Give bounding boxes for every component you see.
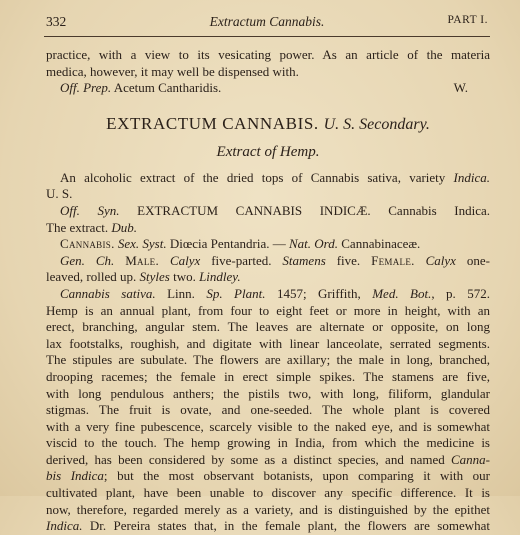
paragraph-line: bis Indica; but the most observant botanists, upon comparing it with our: [46, 468, 490, 484]
species-reference: Cannabis sativa. Linn. Sp. Plant. 1457; Griffith, Med. Bot., p. 572.: [60, 285, 490, 301]
synonym-line-1: Off. Syn. EXTRACTUM CANNABIS INDICÆ. Cannabis Indica.: [60, 202, 490, 218]
running-header: [46, 14, 488, 32]
author-signature: W.: [453, 80, 468, 96]
part-label: PART I.: [447, 14, 488, 26]
carryover-line-2: medica, however, it may well be dispensed with.: [46, 63, 299, 79]
generic-character-line-2: leaved, rolled up. Styles two. Lindley.: [46, 269, 241, 285]
paragraph-line: stigmas. The fruit is ovate, and one-seeded. The whole plant is covered: [46, 402, 490, 418]
generic-character-line-1: Gen. Ch. Male. Calyx five-parted. Stamens five. Female. Calyx one-: [60, 252, 490, 268]
paragraph-line: drooping racemes; the female in erect simple spikes. The stamens are five,: [46, 368, 490, 384]
prep-label: Off. Prep.: [60, 80, 112, 96]
paragraph-line: Indica. Dr. Pereira states that, in the female plant, the flowers are somewhat: [46, 518, 490, 534]
paragraph-line: with long pendulous anthers; the pistils two, with long, filiform, glandular: [46, 385, 490, 401]
synonym-line-2: The extract. Dub.: [46, 219, 137, 235]
paragraph-line: lax footstalks, roughish, and digitate with linear lanceolate, serrated segments.: [46, 335, 490, 351]
paragraph-line: cultivated plant, have been unable to discover any specific difference. It is: [46, 485, 490, 501]
cannabis-classification: Cannabis. Sex. Syst. Diœcia Pentandria. — Nat. Ord. Cannabinaceæ.: [60, 236, 421, 252]
header-rule: [44, 36, 490, 37]
paragraph-line: erect, branching, angular stem. The leaves are alternate or opposite, on long: [46, 319, 490, 335]
prep-text: Acetum Cantharidis.: [113, 80, 222, 96]
definition-line-2: U. S.: [46, 186, 73, 202]
article-title: [46, 113, 490, 136]
running-title: Extractum Cannabis.: [209, 14, 325, 29]
paragraph-line: with a very fine pubescence, scarcely visible to the naked eye, and is somewhat: [46, 418, 490, 434]
definition-line-1: An alcoholic extract of the dried tops of Cannabis sativa, variety Indica.: [60, 169, 490, 185]
paragraph-line: Hemp is an annual plant, from four to eight feet or more in height, with an: [46, 302, 490, 318]
article-subtitle: Extract of Hemp.: [216, 143, 320, 160]
paragraph-line: now, therefore, regarded merely as a variety, and is distinguished by the epithet: [46, 501, 490, 517]
paragraph-line: viscid to the touch. The hemp growing in India, from which the medicine is: [46, 435, 490, 451]
paragraph-line: The stipules are subulate. The flowers are axillary; the male in long, branched,: [46, 352, 490, 368]
title-main: EXTRACTUM CANNABIS.: [106, 113, 319, 133]
carryover-line-1: practice, with a view to its vesicating power. As an article of the materia: [46, 47, 490, 62]
page-number: 332: [46, 14, 67, 29]
paragraph-line: derived, has been considered by some as a distinct species, and named Canna-: [46, 451, 490, 467]
page-body: [46, 47, 490, 535]
title-status: U. S. Secondary.: [323, 115, 430, 133]
official-preparations: [46, 80, 490, 97]
